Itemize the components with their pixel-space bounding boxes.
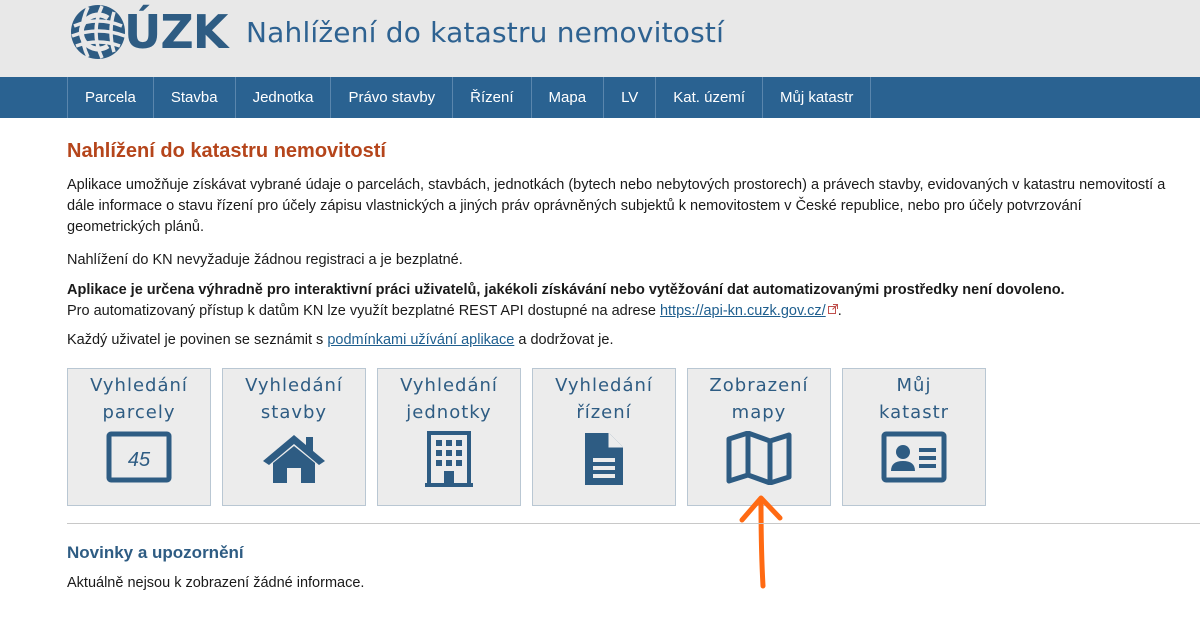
tile-label-line1: Vyhledání [245, 375, 343, 396]
app-title: Nahlížení do katastru nemovitostí [246, 16, 725, 49]
site-header [0, 0, 1200, 77]
nav-item-parcela[interactable]: Parcela [68, 77, 154, 118]
external-link-icon [828, 304, 838, 314]
nav-item-pravo-stavby[interactable]: Právo stavby [331, 77, 453, 118]
nav-item-rizeni[interactable]: Řízení [453, 77, 531, 118]
main-content [67, 140, 1177, 348]
tile-label-line2: mapy [731, 402, 787, 423]
news-heading: Novinky a upozornění [67, 543, 244, 562]
tile-label [223, 372, 365, 426]
intro-text: Aplikace umožňuje získávat vybrané údaje o parcelách, stavbách, jednotkách (bytech nebo nebytových prostorech) a právech stavby, evidovaných v katastru nemovitostí a dále informace o stavu řízení pro účely zápisu vlastnických a jiných práv oprávněných subjektů k nemovitostem v České republice, nebo pro účely potvrzování geometrických plánů. [67, 177, 1166, 235]
free-note-text: Nahlížení do KN nevyžaduje žádnou registraci a je bezplatné. [67, 252, 463, 268]
page-title: Nahlížení do katastru nemovitostí [67, 140, 386, 162]
section-divider [67, 523, 1200, 524]
terms-link[interactable]: podmínkami užívání aplikace [327, 332, 515, 348]
tile-label-line1: Vyhledání [555, 375, 653, 396]
tile-search-proceedings[interactable] [532, 368, 676, 506]
tile-label-line1: Můj [896, 375, 932, 396]
tile-label-line2: katastr [878, 402, 950, 423]
building-icon [425, 431, 473, 487]
nav-item-kat-uzemi[interactable]: Kat. území [656, 77, 763, 118]
nav-item-lv[interactable]: LV [604, 77, 656, 118]
parcel-number-icon [106, 431, 172, 483]
nav-item-stavba[interactable]: Stavba [154, 77, 236, 118]
nav-item-mapa[interactable]: Mapa [532, 77, 605, 118]
tile-search-building[interactable] [222, 368, 366, 506]
tile-search-unit[interactable] [377, 368, 521, 506]
tile-label-line2: stavby [260, 402, 328, 423]
api-text: Pro automatizovaný přístup k datům KN lze využít bezplatné REST API dostupné na adrese [67, 303, 660, 319]
terms-paragraph [67, 330, 613, 351]
nav-item-jednotka[interactable]: Jednotka [236, 77, 332, 118]
api-paragraph [67, 280, 1065, 322]
tile-label-line1: Vyhledání [400, 375, 498, 396]
tile-label-line1: Vyhledání [90, 375, 188, 396]
cuzk-logo[interactable] [68, 2, 227, 62]
tile-search-parcel[interactable] [67, 368, 211, 506]
annotation-arrow-icon [734, 490, 788, 590]
tile-show-map[interactable] [687, 368, 831, 506]
tile-label [378, 372, 520, 426]
tile-label-line2: řízení [576, 402, 632, 423]
tile-label-line2: parcely [102, 402, 176, 423]
map-icon [726, 431, 792, 485]
automation-warning: Aplikace je určena výhradně pro interaktivní práci uživatelů, jakékoli získávání nebo vytěžování dat automatizovanými prostředky není dovoleno. [67, 282, 1065, 298]
globe-logo-icon [68, 2, 130, 62]
logo-text: ÚZK [124, 5, 228, 59]
tile-label [688, 372, 830, 426]
main-nav [0, 77, 1200, 118]
tile-label [533, 372, 675, 426]
tile-label-line2: jednotky [406, 402, 492, 423]
nav-item-muj-katastr[interactable]: Můj katastr [763, 77, 871, 118]
id-card-icon [881, 431, 947, 483]
api-end: . [837, 303, 842, 319]
terms-after: a dodržovat je. [514, 332, 614, 348]
terms-before: Každý uživatel je povinen se seznámit s [67, 332, 328, 348]
parcel-number-text: 45 [127, 449, 151, 471]
tile-my-cadastre[interactable] [842, 368, 986, 506]
tile-label [843, 372, 985, 426]
api-link[interactable]: https://api-kn.cuzk.gov.cz/ [659, 303, 826, 319]
tile-label [68, 372, 210, 426]
news-text: Aktuálně nejsou k zobrazení žádné informace. [67, 575, 365, 591]
tile-label-line1: Zobrazení [709, 375, 809, 396]
document-icon [581, 431, 627, 487]
house-icon [261, 431, 327, 485]
